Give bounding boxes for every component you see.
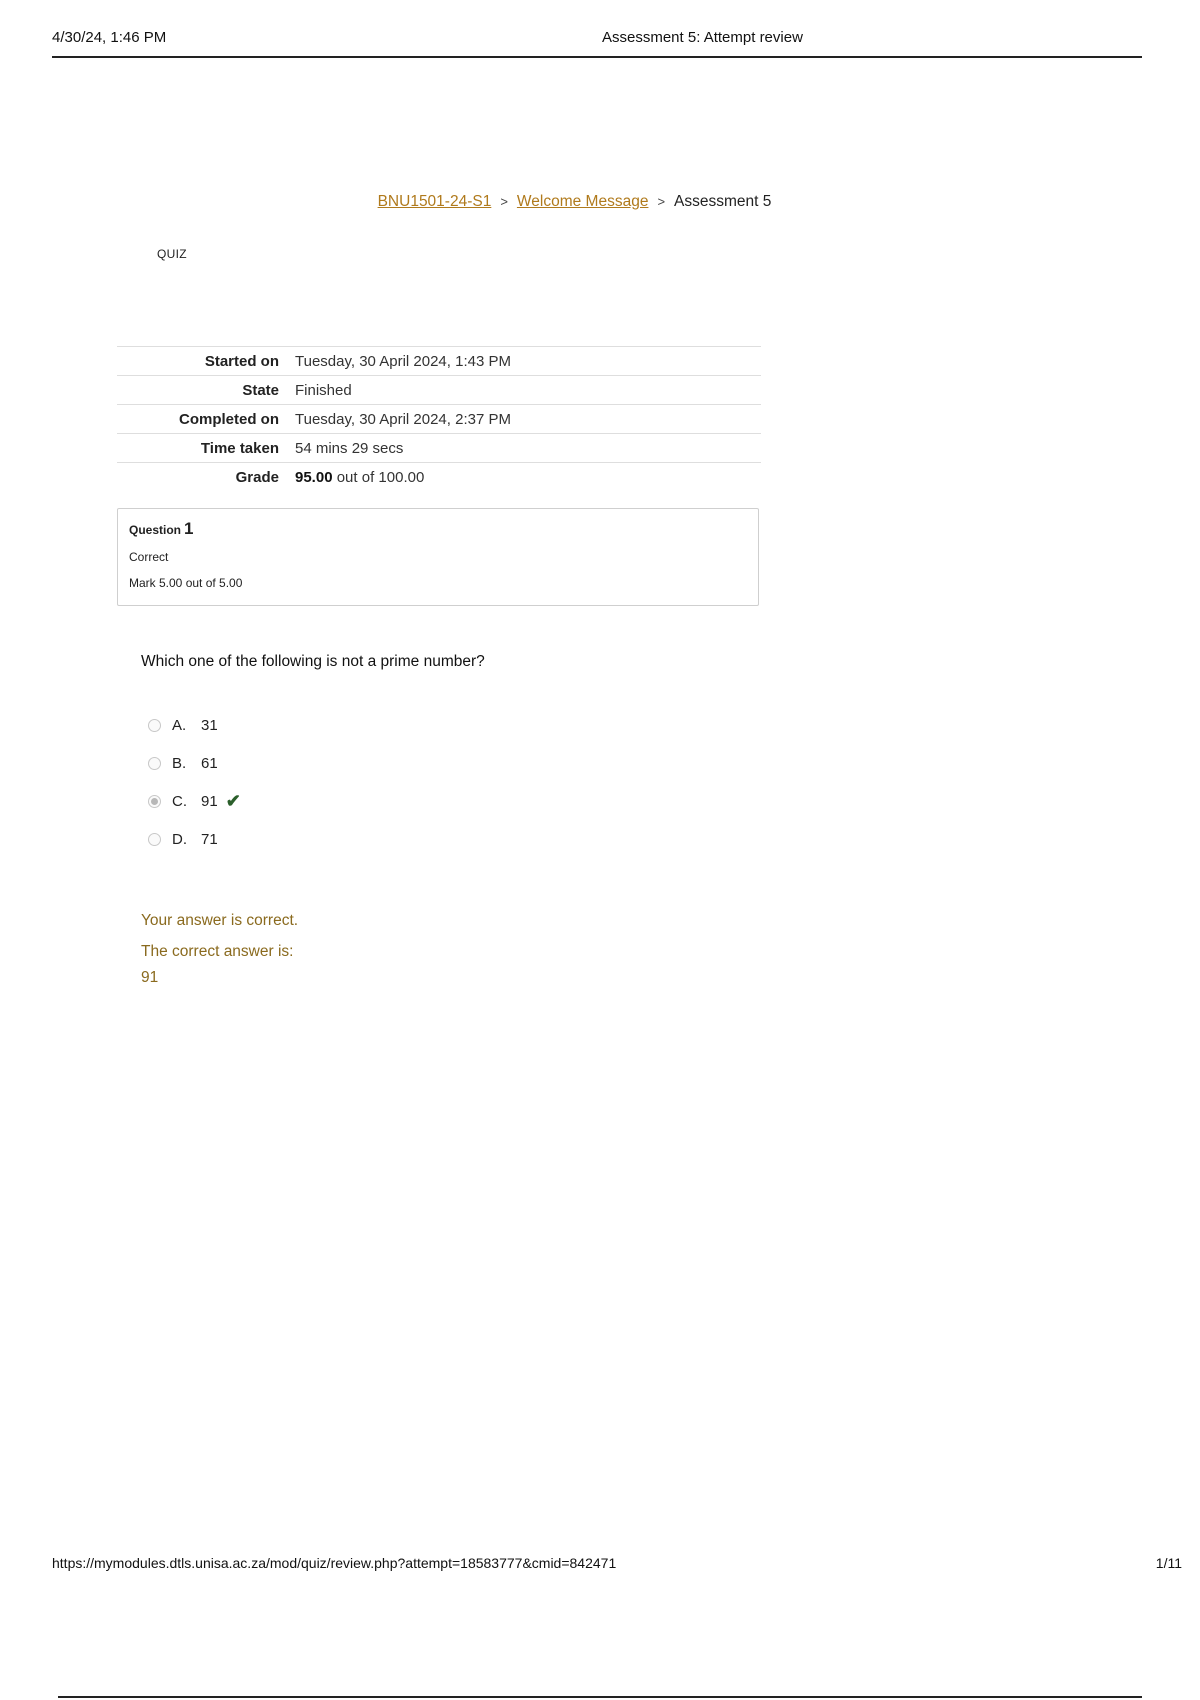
- question-heading: [129, 519, 747, 539]
- summary-label: Grade: [117, 463, 295, 492]
- page-number: 1/11: [1155, 1555, 1182, 1571]
- summary-row: [117, 434, 761, 463]
- summary-row: [117, 463, 761, 492]
- breadcrumb-link-welcome[interactable]: Welcome Message: [516, 193, 649, 210]
- question-number: 1: [184, 519, 194, 538]
- print-url: https://mymodules.dtls.unisa.ac.za/mod/quiz/review.php?attempt=18583777&cmid=842471: [52, 1555, 617, 1571]
- answer-option-b[interactable]: [148, 744, 241, 782]
- option-letter: C.: [172, 792, 187, 810]
- grade-score: 95.00: [295, 468, 333, 486]
- option-text: 71: [201, 830, 218, 848]
- correct-answer-label: The correct answer is:: [141, 943, 294, 960]
- summary-label: Started on: [117, 347, 295, 376]
- question-info-box: [117, 508, 759, 606]
- answer-option-c[interactable]: [148, 782, 241, 820]
- summary-label: State: [117, 376, 295, 405]
- question-text: Which one of the following is not a prime number?: [141, 653, 485, 670]
- breadcrumb-link-course[interactable]: BNU1501-24-S1: [377, 193, 492, 210]
- feedback-result: Your answer is correct.: [141, 912, 299, 929]
- option-text: 61: [201, 754, 218, 772]
- chevron-right-icon: >: [500, 194, 508, 209]
- option-text: 91: [201, 792, 218, 810]
- answer-option-d[interactable]: [148, 820, 241, 858]
- print-header: [52, 26, 1142, 58]
- grade-out-of: out of 100.00: [336, 468, 425, 486]
- attempt-summary-table: [117, 346, 761, 491]
- summary-row: [117, 347, 761, 376]
- option-letter: B.: [172, 754, 187, 772]
- grade-value: [295, 463, 761, 492]
- radio-button[interactable]: [148, 719, 161, 732]
- question-feedback: [141, 912, 298, 987]
- summary-value: Finished: [295, 376, 761, 405]
- summary-row: [117, 405, 761, 434]
- radio-button[interactable]: [148, 757, 161, 770]
- breadcrumb: [0, 193, 1149, 211]
- breadcrumb-current: Assessment 5: [674, 193, 772, 210]
- summary-value: Tuesday, 30 April 2024, 2:37 PM: [295, 405, 761, 434]
- radio-button-selected[interactable]: [148, 795, 161, 808]
- print-date: 4/30/24, 1:46 PM: [52, 29, 167, 46]
- summary-row: [117, 376, 761, 405]
- summary-label: Time taken: [117, 434, 295, 463]
- summary-label: Completed on: [117, 405, 295, 434]
- option-text: 31: [201, 716, 218, 734]
- question-mark: Mark 5.00 out of 5.00: [129, 576, 243, 590]
- correct-answer-value: 91: [141, 969, 159, 986]
- answer-options: [148, 706, 241, 858]
- activity-type-label: QUIZ: [157, 247, 187, 261]
- summary-value: Tuesday, 30 April 2024, 1:43 PM: [295, 347, 761, 376]
- summary-value: 54 mins 29 secs: [295, 434, 761, 463]
- print-title: Assessment 5: Attempt review: [602, 29, 803, 46]
- divider: [58, 1696, 1142, 1698]
- question-state: Correct: [129, 550, 169, 564]
- option-letter: A.: [172, 716, 187, 734]
- chevron-right-icon: >: [657, 194, 666, 209]
- question-label: Question: [129, 523, 182, 537]
- option-letter: D.: [172, 830, 187, 848]
- check-icon: ✔: [225, 790, 241, 811]
- answer-option-a[interactable]: [148, 706, 241, 744]
- radio-button[interactable]: [148, 833, 161, 846]
